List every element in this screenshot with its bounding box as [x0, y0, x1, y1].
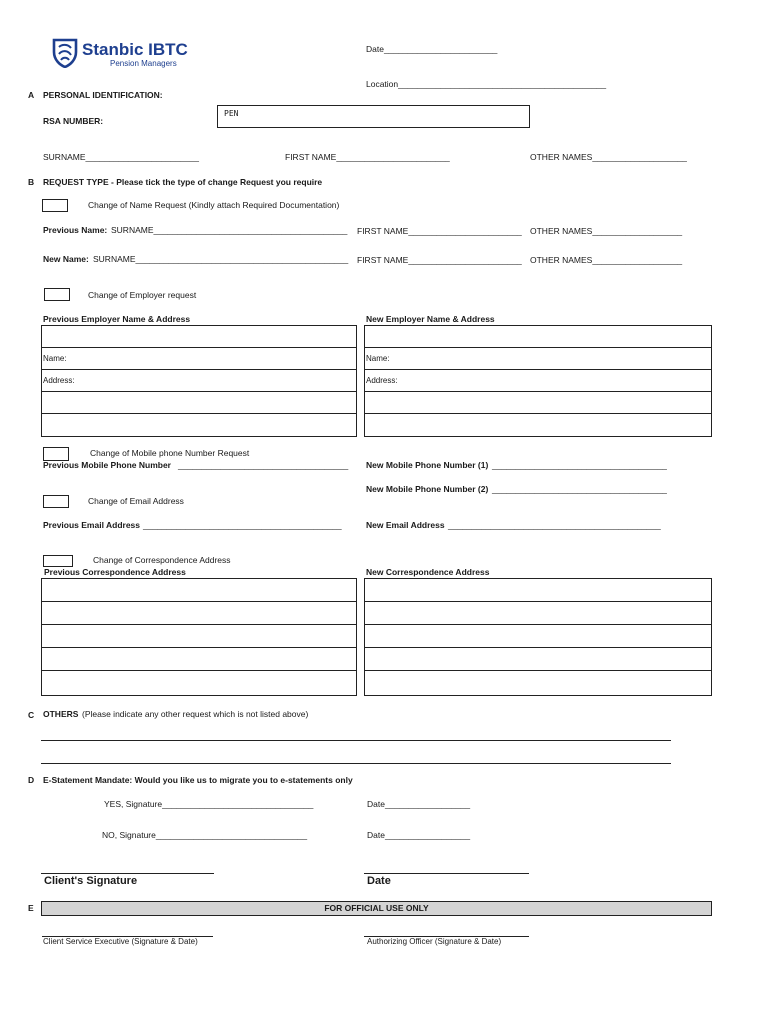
new-name-label: New Name:: [43, 254, 89, 264]
previous-correspondence-table[interactable]: [41, 578, 357, 696]
previous-employer-heading: Previous Employer Name & Address: [43, 314, 191, 324]
signature-date-label: Date: [367, 875, 391, 887]
rsa-number-input[interactable]: [217, 105, 530, 128]
cse-signature-label: Client Service Executive (Signature & Date): [43, 937, 198, 946]
previous-mobile-field[interactable]: ____________________________________: [178, 460, 349, 470]
new-correspondence-table[interactable]: [364, 578, 712, 696]
rsa-number-label: RSA NUMBER:: [43, 116, 104, 126]
new-employer-blank-row[interactable]: [365, 326, 711, 348]
previous-employer-address-row[interactable]: Address:: [42, 370, 356, 392]
previous-employer-address-line[interactable]: [42, 392, 356, 414]
employer-change-checkbox[interactable]: [44, 288, 70, 301]
new-email-field[interactable]: _____________________________________________: [448, 520, 661, 530]
estatement-yes-date-field[interactable]: Date__________________: [367, 799, 471, 809]
client-signature-line[interactable]: [41, 873, 214, 874]
section-b-letter: B: [28, 177, 35, 187]
official-use-label: FOR OFFICIAL USE ONLY: [324, 903, 429, 913]
section-c-letter: C: [28, 710, 35, 720]
previous-correspondence-line[interactable]: [42, 602, 356, 625]
header-location-field[interactable]: Location____________________________________________: [366, 79, 607, 89]
previous-first-name-field[interactable]: FIRST NAME________________________: [357, 226, 522, 236]
new-employer-name-row[interactable]: Name:: [365, 348, 711, 370]
previous-name-label: Previous Name:: [43, 225, 108, 235]
mobile-change-option-label: Change of Mobile phone Number Request: [90, 448, 250, 458]
previous-surname-field[interactable]: SURNAME_________________________________________: [111, 225, 348, 235]
section-c-note: (Please indicate any other request which is not listed above): [82, 709, 309, 719]
new-employer-address-line[interactable]: [365, 414, 711, 436]
section-c-title: OTHERS: [43, 709, 79, 719]
brand-name: Stanbic IBTC: [82, 40, 188, 59]
new-employer-address-row[interactable]: Address:: [365, 370, 711, 392]
other-names-field[interactable]: OTHER NAMES____________________: [530, 152, 687, 162]
shield-logo-icon: [52, 38, 78, 68]
ao-signature-label: Authorizing Officer (Signature & Date): [367, 937, 502, 946]
new-correspondence-line[interactable]: [365, 625, 711, 648]
name-change-option-label: Change of Name Request (Kindly attach Required Documentation): [88, 200, 340, 210]
estatement-no-date-field[interactable]: Date__________________: [367, 830, 471, 840]
new-employer-table[interactable]: [364, 325, 712, 437]
previous-correspondence-line[interactable]: [42, 648, 356, 671]
section-d-title: E-Statement Mandate: Would you like us to migrate you to e-statements only: [43, 775, 353, 785]
signature-date-line[interactable]: [364, 873, 529, 874]
email-change-checkbox[interactable]: [43, 495, 69, 508]
estatement-no-signature-field[interactable]: NO, Signature________________________________: [102, 830, 308, 840]
brand-subtitle: Pension Managers: [110, 59, 177, 68]
header-date-field[interactable]: Date________________________: [366, 44, 498, 54]
new-correspondence-line[interactable]: [365, 579, 711, 602]
rsa-number-prefix: PEN: [224, 109, 239, 118]
estatement-yes-signature-field[interactable]: YES, Signature________________________________: [104, 799, 314, 809]
new-mobile-2-label: New Mobile Phone Number (2): [366, 484, 489, 494]
mobile-change-checkbox[interactable]: [43, 447, 69, 461]
new-mobile-2-field[interactable]: _____________________________________: [492, 484, 667, 494]
section-e-letter: E: [28, 903, 34, 913]
new-surname-field[interactable]: SURNAME_____________________________________________: [93, 254, 349, 264]
official-use-banner: [41, 901, 712, 916]
first-name-field[interactable]: FIRST NAME________________________: [285, 152, 450, 162]
new-correspondence-line[interactable]: [365, 602, 711, 625]
previous-mobile-label: Previous Mobile Phone Number: [43, 460, 171, 470]
section-a-title: PERSONAL IDENTIFICATION:: [43, 90, 163, 100]
client-signature-label: Client's Signature: [44, 875, 138, 887]
correspondence-change-option-label: Change of Correspondence Address: [93, 555, 231, 565]
email-change-option-label: Change of Email Address: [88, 496, 184, 506]
previous-correspondence-line[interactable]: [42, 579, 356, 602]
previous-email-field[interactable]: __________________________________________: [143, 520, 342, 530]
new-mobile-1-field[interactable]: _____________________________________: [492, 460, 667, 470]
new-correspondence-heading: New Correspondence Address: [366, 567, 490, 577]
correspondence-change-checkbox[interactable]: [43, 555, 73, 567]
previous-other-names-field[interactable]: OTHER NAMES___________________: [530, 226, 683, 236]
previous-email-label: Previous Email Address: [43, 520, 141, 530]
new-mobile-1-label: New Mobile Phone Number (1): [366, 460, 489, 470]
new-other-names-field[interactable]: OTHER NAMES___________________: [530, 255, 683, 265]
name-change-checkbox[interactable]: [42, 199, 68, 212]
section-b-title: REQUEST TYPE - Please tick the type of change Request you require: [43, 177, 323, 187]
surname-field[interactable]: SURNAME________________________: [43, 152, 199, 162]
previous-correspondence-heading: Previous Correspondence Address: [44, 567, 186, 577]
previous-employer-table[interactable]: [41, 325, 357, 437]
previous-employer-name-row[interactable]: Name:: [42, 348, 356, 370]
new-correspondence-line[interactable]: [365, 671, 711, 694]
new-email-label: New Email Address: [366, 520, 445, 530]
new-correspondence-line[interactable]: [365, 648, 711, 671]
previous-correspondence-line[interactable]: [42, 625, 356, 648]
others-line-1[interactable]: [41, 740, 671, 741]
new-employer-heading: New Employer Name & Address: [366, 314, 495, 324]
section-a-letter: A: [28, 90, 35, 100]
previous-employer-blank-row[interactable]: [42, 326, 356, 348]
new-employer-address-line[interactable]: [365, 392, 711, 414]
previous-employer-address-line[interactable]: [42, 414, 356, 436]
others-line-2[interactable]: [41, 763, 671, 764]
new-first-name-field[interactable]: FIRST NAME________________________: [357, 255, 522, 265]
section-d-letter: D: [28, 775, 35, 785]
previous-correspondence-line[interactable]: [42, 671, 356, 694]
employer-change-option-label: Change of Employer request: [88, 290, 197, 300]
